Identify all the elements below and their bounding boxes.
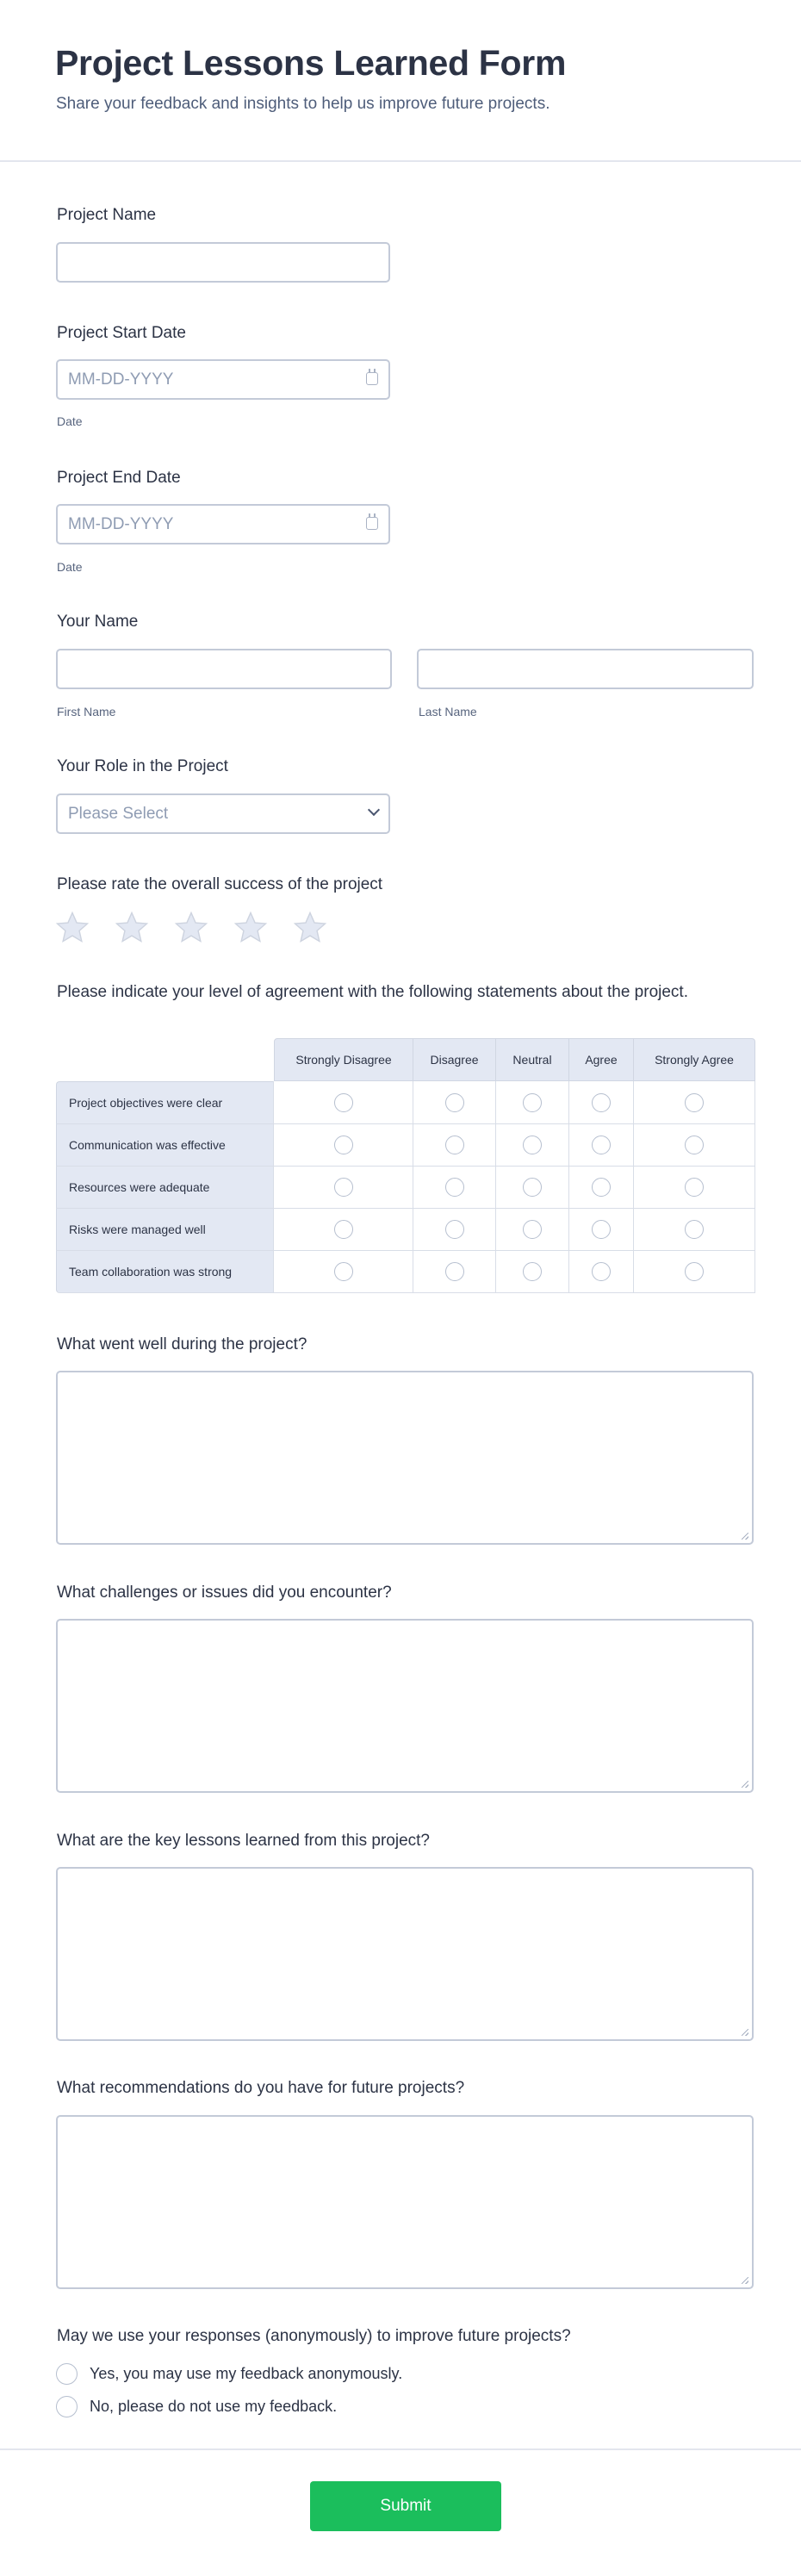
matrix-column-header: Disagree <box>413 1038 496 1081</box>
matrix-radio-button[interactable] <box>685 1178 704 1197</box>
matrix-radio-button[interactable] <box>592 1178 611 1197</box>
matrix-cell <box>274 1124 413 1167</box>
star-icon[interactable] <box>173 910 209 946</box>
consent-option-no[interactable] <box>56 2396 337 2417</box>
matrix-row-label: Resources were adequate <box>56 1167 274 1209</box>
star-icon[interactable] <box>114 910 150 946</box>
matrix-cell <box>634 1251 755 1293</box>
matrix-cell <box>413 1251 496 1293</box>
matrix-radio-button[interactable] <box>523 1220 542 1239</box>
project-name-label: Project Name <box>57 206 157 224</box>
challenges-label: What challenges or issues did you encounter? <box>57 1584 392 1602</box>
matrix-cell <box>413 1124 496 1167</box>
challenges-textarea[interactable] <box>56 1619 754 1793</box>
resize-handle-icon[interactable] <box>742 2029 748 2036</box>
end-date-label: Project End Date <box>57 469 181 487</box>
lessons-textarea[interactable] <box>56 1867 754 2041</box>
matrix-row <box>56 1209 755 1251</box>
matrix-radio-button[interactable] <box>445 1178 464 1197</box>
matrix-row-label: Risks were managed well <box>56 1209 274 1251</box>
matrix-cell <box>569 1209 634 1251</box>
matrix-radio-button[interactable] <box>685 1262 704 1281</box>
matrix-corner <box>56 1038 274 1081</box>
star-icon[interactable] <box>54 910 90 946</box>
matrix-radio-button[interactable] <box>592 1220 611 1239</box>
matrix-cell <box>274 1209 413 1251</box>
matrix-radio-button[interactable] <box>445 1262 464 1281</box>
matrix-cell <box>634 1124 755 1167</box>
agreement-matrix <box>56 1038 755 1293</box>
submit-button[interactable]: Submit <box>310 2481 501 2531</box>
resize-handle-icon[interactable] <box>742 1781 748 1788</box>
matrix-radio-button[interactable] <box>592 1262 611 1281</box>
consent-option-label: No, please do not use my feedback. <box>90 2398 338 2415</box>
chevron-down-icon <box>368 804 380 816</box>
last-name-input[interactable] <box>417 649 754 689</box>
matrix-row-label: Communication was effective <box>56 1124 274 1167</box>
matrix-radio-button[interactable] <box>334 1093 353 1112</box>
role-select[interactable] <box>56 793 390 834</box>
matrix-radio-button[interactable] <box>334 1136 353 1154</box>
end-date-placeholder: MM-DD-YYYY <box>68 515 174 533</box>
start-date-input[interactable] <box>56 359 390 400</box>
matrix-row <box>56 1081 755 1124</box>
matrix-radio-button[interactable] <box>334 1178 353 1197</box>
matrix-row <box>56 1124 755 1167</box>
matrix-cell <box>274 1081 413 1124</box>
start-date-label: Project Start Date <box>57 324 186 342</box>
calendar-icon[interactable] <box>366 372 378 385</box>
calendar-icon[interactable] <box>366 517 378 530</box>
end-date-input[interactable] <box>56 504 390 544</box>
matrix-cell <box>569 1251 634 1293</box>
matrix-radio-button[interactable] <box>685 1220 704 1239</box>
matrix-radio-button[interactable] <box>592 1136 611 1154</box>
went-well-textarea[interactable] <box>56 1371 754 1545</box>
your-name-label: Your Name <box>57 613 139 631</box>
matrix-cell <box>496 1209 569 1251</box>
first-name-sublabel: First Name <box>57 705 116 719</box>
matrix-radio-button[interactable] <box>685 1093 704 1112</box>
matrix-cell <box>569 1081 634 1124</box>
matrix-radio-button[interactable] <box>523 1136 542 1154</box>
matrix-label: Please indicate your level of agreement with the following statements about the project. <box>57 983 688 1001</box>
rating-label: Please rate the overall success of the project <box>57 875 383 893</box>
page-subtitle: Share your feedback and insights to help us improve future projects. <box>56 95 550 113</box>
radio-button[interactable] <box>56 2396 78 2417</box>
matrix-row <box>56 1251 755 1293</box>
matrix-column-header: Strongly Agree <box>634 1038 755 1081</box>
matrix-column-header: Neutral <box>496 1038 569 1081</box>
lessons-label: What are the key lessons learned from this project? <box>57 1832 430 1850</box>
went-well-label: What went well during the project? <box>57 1335 307 1353</box>
matrix-column-header: Agree <box>569 1038 634 1081</box>
consent-option-yes[interactable] <box>56 2363 402 2385</box>
star-icon[interactable] <box>292 910 328 946</box>
matrix-row-label: Project objectives were clear <box>56 1081 274 1124</box>
matrix-cell <box>496 1081 569 1124</box>
matrix-cell <box>496 1124 569 1167</box>
resize-handle-icon[interactable] <box>742 2277 748 2284</box>
recommendations-textarea[interactable] <box>56 2115 754 2289</box>
matrix-cell <box>634 1209 755 1251</box>
matrix-cell <box>496 1251 569 1293</box>
consent-option-label: Yes, you may use my feedback anonymously. <box>90 2365 403 2382</box>
matrix-column-header: Strongly Disagree <box>274 1038 413 1081</box>
matrix-radio-button[interactable] <box>334 1220 353 1239</box>
matrix-radio-button[interactable] <box>445 1093 464 1112</box>
matrix-radio-button[interactable] <box>334 1262 353 1281</box>
recommendations-label: What recommendations do you have for future projects? <box>57 2079 465 2097</box>
role-selected-value: Please Select <box>68 805 169 823</box>
matrix-cell <box>569 1167 634 1209</box>
matrix-cell <box>496 1167 569 1209</box>
matrix-cell <box>634 1167 755 1209</box>
matrix-radio-button[interactable] <box>523 1262 542 1281</box>
matrix-radio-button[interactable] <box>685 1136 704 1154</box>
start-date-sublabel: Date <box>57 414 83 428</box>
matrix-radio-button[interactable] <box>445 1136 464 1154</box>
matrix-row-label: Team collaboration was strong <box>56 1251 274 1293</box>
role-label: Your Role in the Project <box>57 757 228 775</box>
start-date-placeholder: MM-DD-YYYY <box>68 370 174 389</box>
matrix-radio-button[interactable] <box>445 1220 464 1239</box>
matrix-radio-button[interactable] <box>523 1093 542 1112</box>
resize-handle-icon[interactable] <box>742 1533 748 1540</box>
matrix-cell <box>569 1124 634 1167</box>
page-title: Project Lessons Learned Form <box>55 43 567 83</box>
star-icon[interactable] <box>233 910 269 946</box>
radio-button[interactable] <box>56 2363 78 2385</box>
first-name-input[interactable] <box>56 649 392 689</box>
last-name-sublabel: Last Name <box>419 705 477 719</box>
footer-divider <box>0 2448 801 2450</box>
matrix-radio-button[interactable] <box>592 1093 611 1112</box>
matrix-row <box>56 1167 755 1209</box>
matrix-radio-button[interactable] <box>523 1178 542 1197</box>
end-date-sublabel: Date <box>57 560 83 574</box>
matrix-cell <box>274 1167 413 1209</box>
header-divider <box>0 160 801 162</box>
project-name-input[interactable] <box>56 242 390 283</box>
matrix-cell <box>413 1081 496 1124</box>
star-rating <box>54 910 328 946</box>
matrix-cell <box>413 1167 496 1209</box>
matrix-cell <box>634 1081 755 1124</box>
consent-label: May we use your responses (anonymously) to improve future projects? <box>57 2327 571 2345</box>
matrix-cell <box>413 1209 496 1251</box>
matrix-cell <box>274 1251 413 1293</box>
